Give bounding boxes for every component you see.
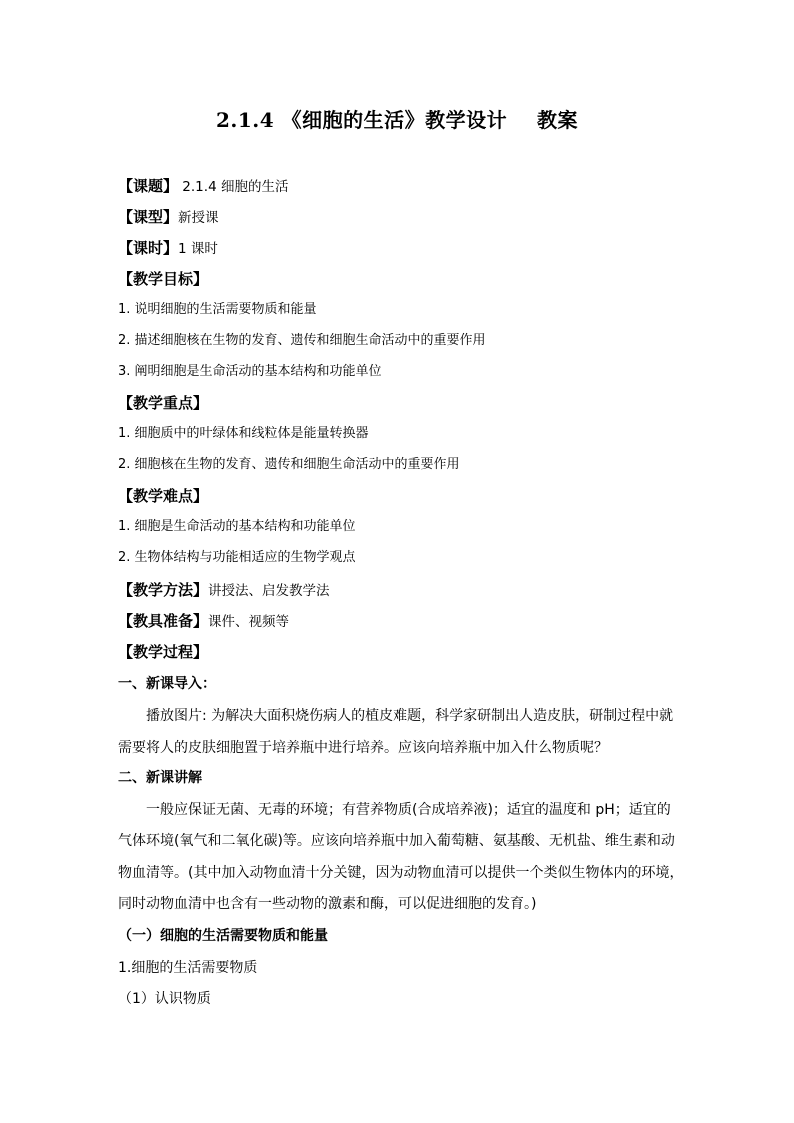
difficulty-heading: 【教学难点】 [118,487,209,505]
class-hours-label: 【课时】 [118,239,179,257]
goals-heading: 【教学目标】 [118,270,209,288]
topic-value: 2.1.4 细胞的生活 [178,179,289,195]
lesson-type-label: 【课型】 [118,208,179,226]
goal-item: 3. 阐明细胞是生命活动的基本结构和功能单位 [118,364,382,379]
lecture-paragraph-line: 气体环境(氧气和二氧化碳)等。应该向培养瓶中加入葡萄糖、氨基酸、无机盐、维生素和动 [118,833,675,849]
section-heading: （一）细胞的生活需要物质和能量 [118,928,328,944]
tools-value: 课件、视频等 [208,614,290,630]
tools-label: 【教具准备】 [118,612,209,630]
lesson-type-line [118,207,219,229]
intro-paragraph-line: 播放图片: 为解决大面积烧伤病人的植皮难题，科学家研制出人造皮肤，研制过程中就 [146,708,674,724]
focus-heading: 【教学重点】 [118,394,209,412]
class-hours-value: 1 课时 [178,241,218,257]
method-value: 讲授法、启发教学法 [208,583,330,599]
topic-label: 【课题】 [118,177,179,195]
document-title: 2.1.4 《细胞的生活》教学设计 教案 [216,108,578,132]
focus-item: 2. 细胞核在生物的发育、遗传和细胞生命活动中的重要作用 [118,457,460,472]
method-label: 【教学方法】 [118,581,209,599]
subsection-heading: 1.细胞的生活需要物质 [118,960,258,976]
topic-line [118,176,288,198]
focus-item: 1. 细胞质中的叶绿体和线粒体是能量转换器 [118,426,369,441]
lesson-type-value: 新授课 [178,210,219,226]
tools-line [118,611,289,633]
lecture-paragraph-line: 一般应保证无菌、无毒的环境；有营养物质(合成培养液)；适宜的温度和 pH；适宜的 [146,802,671,818]
goal-item: 1. 说明细胞的生活需要物质和能量 [118,302,317,317]
lecture-paragraph-line: 物血清等。(其中加入动物血清十分关键，因为动物血清可以提供一个类似生物体内的环境， [118,865,684,881]
process-heading: 【教学过程】 [118,643,209,661]
intro-paragraph-line: 需要将人的皮肤细胞置于培养瓶中进行培养。应该向培养瓶中加入什么物质呢？ [118,740,608,756]
difficulty-item: 1. 细胞是生命活动的基本结构和功能单位 [118,519,356,534]
subsection-item: （1）认识物质 [118,991,211,1007]
method-line [118,580,330,602]
goal-item: 2. 描述细胞核在生物的发育、遗传和细胞生命活动中的重要作用 [118,333,486,348]
class-hours-line [118,238,218,260]
lecture-heading: 二、新课讲解 [118,770,202,786]
intro-heading: 一、新课导入： [118,676,216,692]
difficulty-item: 2. 生物体结构与功能相适应的生物学观点 [118,550,356,565]
lecture-paragraph-line: 同时动物血清中也含有一些动物的激素和酶，可以促进细胞的发育。) [118,896,537,912]
